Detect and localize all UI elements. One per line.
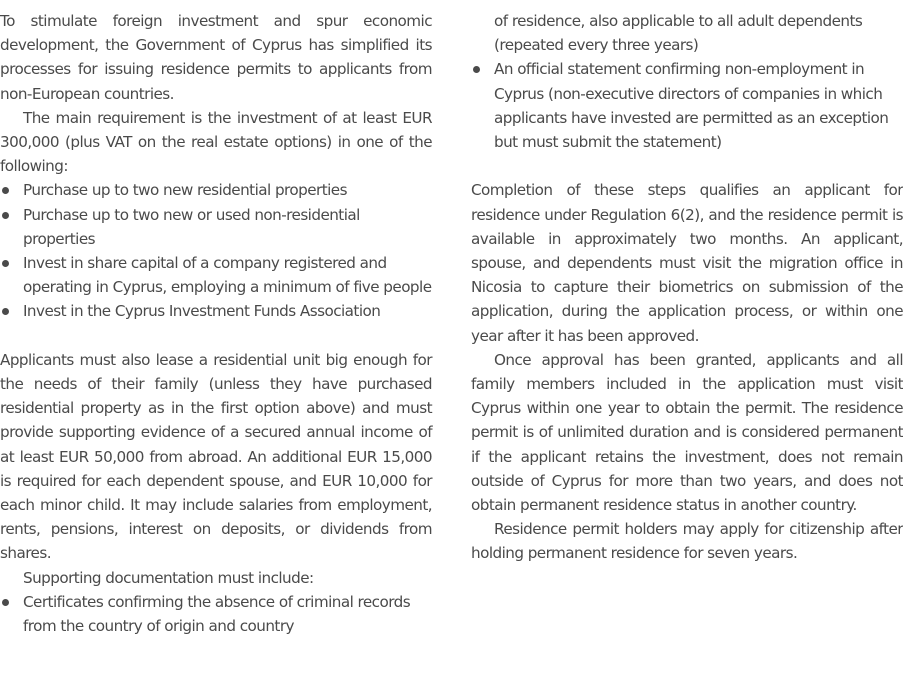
completion-paragraph: Completion of these steps qualifies an applicant for residence under Regulation 6(2), and the residence permit is available in approximately two months. An applicant, spouse, and dependents must visit the migration office in Nicosia to capture their biometrics on submission of the application, during the application process, or within one year after it has been approved. [471,181,903,345]
list-item: Invest in the Cyprus Investment Funds Association [0,299,432,323]
list-item: Purchase up to two new residential properties [0,178,432,202]
approval-paragraph: Once approval has been granted, applicants and all family members included in the application must visit Cyprus within one year to obtain the permit. The residence permit is of unlimited duration and is considered permanent if the applicant retains the investment, does not remain outside of Cyprus for more than two years, and does not obtain permanent residence status in another country. [471,350,903,515]
documentation-heading: Supporting documentation must include: [23,568,314,587]
bullet-icon [2,599,9,606]
investment-options-list [0,178,432,323]
bullet-icon [2,212,9,219]
left-column [0,9,432,638]
bullet-icon [2,187,9,194]
requirement-paragraph: The main requirement is the investment of at least EUR 300,000 (plus VAT on the real estate options) in one of the following: [0,108,432,176]
intro-paragraph: To stimulate foreign investment and spur economic development, the Government of Cyprus has simplified its processes for issuing residence permits to applicants from non-European countries. [0,12,432,103]
paragraph-gap [471,154,903,178]
paragraph-gap [0,324,432,348]
list-item: Certificates confirming the absence of criminal records from the country of origin and country [0,590,432,638]
bullet-icon [2,260,9,267]
right-column [471,9,903,566]
list-item: An official statement confirming non-employment in Cyprus (non-executive directors of companies in which applicants have invested are permitted as an exception but must submit the statement) [471,57,903,154]
lease-paragraph: Applicants must also lease a residential unit big enough for the needs of their family (unless they have purchased residential property as in the first option above) and must provide supporting evidence of a secured annual income of at least EUR 50,000 from abroad. An additional EUR 15,000 is required for each dependent spouse, and EUR 10,000 for each minor child. It may include salaries from employment, rents, pensions, interest on deposits, or dividends from shares. [0,350,432,563]
bullet-icon [473,66,480,73]
list-item: Invest in share capital of a company registered and operating in Cyprus, employing a minimum of five people [0,251,432,299]
citizenship-paragraph: Residence permit holders may apply for citizenship after holding permanent residence for seven years. [471,520,903,563]
documentation-item-continuation: of residence, also applicable to all adult dependents (repeated every three years) [494,12,863,55]
bullet-icon [2,308,9,315]
list-item: Purchase up to two new or used non-residential properties [0,203,432,251]
documentation-list-part-1 [0,590,432,638]
documentation-list-part-2 [471,57,903,154]
